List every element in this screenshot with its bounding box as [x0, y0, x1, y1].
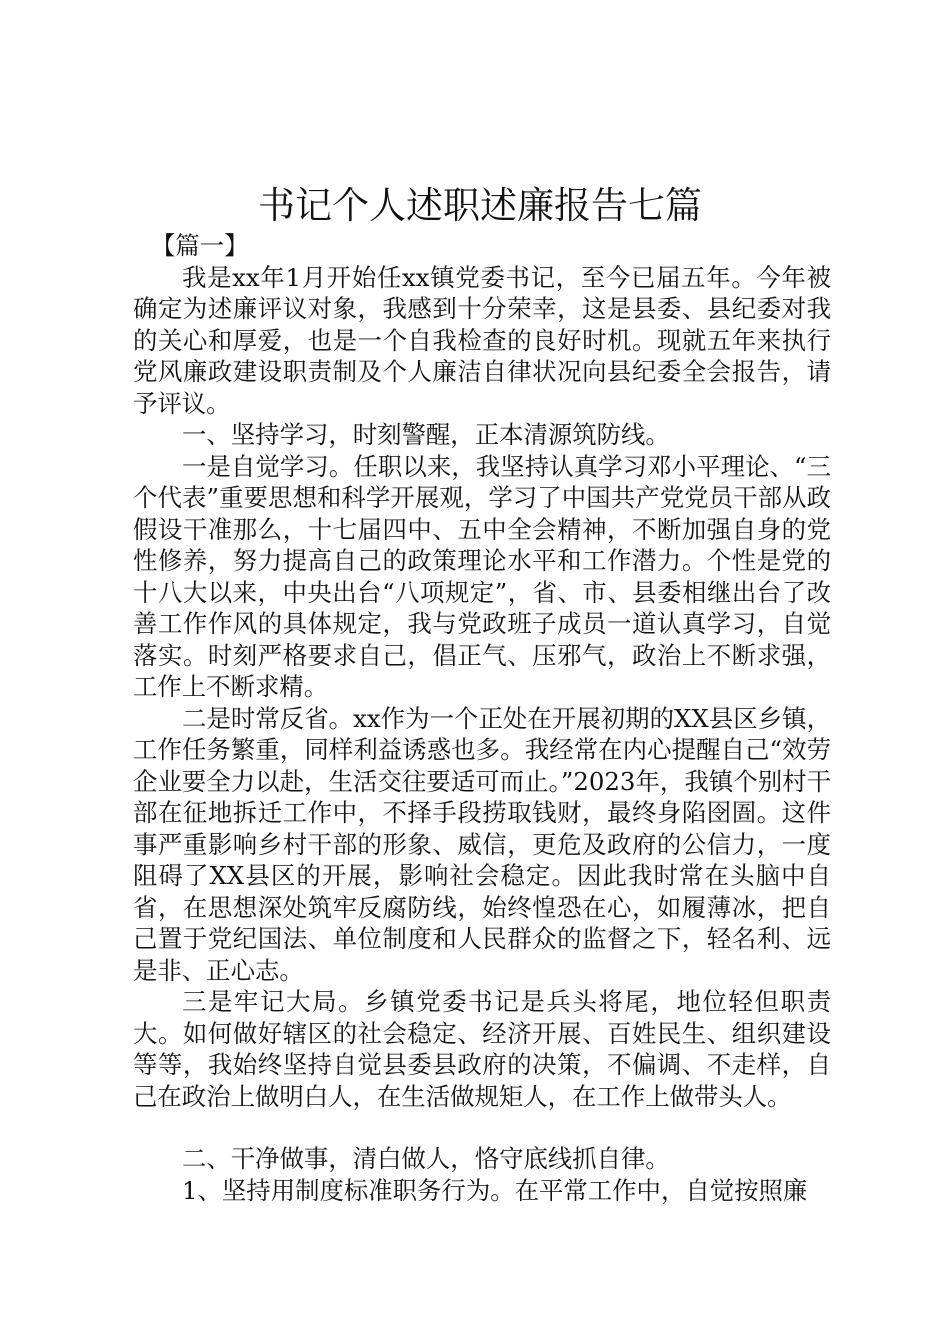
section-label: 【篇一】 [151, 231, 249, 260]
paragraph-reflection: 二是时常反省。xx作为一个正处在开展初期的XX县区乡镇，工作任务繁重，同样利益诱惑也多。我经常在内心提醒自己“效劳企业要全力以赴，生活交往要适可而止。”2023年，我镇个别村干部在征地拆迁工作中，不择手段捞取钱财，最终身陷囹圄。这件事严重影响乡村干部的形象、威信，更危及政府的公信力，一度阻碍了XX县区的开展，影响社会稳定。因此我时常在头脑中自省，在思想深处筑牢反腐防线，始终惶恐在心，如履薄冰，把自己置于党纪国法、单位制度和人民群众的监督之下，轻名利、远是非、正心志。 [133, 703, 831, 985]
document-body [133, 230, 831, 1206]
paragraph-intro: 我是xx年1月开始任xx镇党委书记，至今已届五年。今年被确定为述廉评议对象，我感到十分荣幸，这是县委、县纪委对我的关心和厚爱，也是一个自我检查的良好时机。现就五年来执行党风廉政建设职责制及个人廉洁自律状况向县纪委全会报告，请予评议。 [133, 262, 831, 418]
heading-section-one: 一、坚持学习，时刻警醒，正本清源筑防线。 [182, 420, 670, 449]
heading-section-two: 二、干净做事，清白做人，恪守底线抓自律。 [182, 1144, 670, 1173]
paragraph-rules: 1、坚持用制度标准职务行为。在平常工作中，自觉按照廉 [182, 1175, 808, 1205]
document-title: 书记个人述职述廉报告七篇 [258, 184, 702, 227]
paragraph-study: 一是自觉学习。任职以来，我坚持认真学习邓小平理论、“三个代表”重要思想和科学开展观，学习了中国共产党党员干部从政假设干准那么，十七届四中、五中全会精神，不断加强自身的党性修养，努力提高自己的政策理论水平和工作潜力。个性是党的十八大以来，中央出台“八项规定”，省、市、县委相继出台了改善工作作风的具体规定，我与党政班子成员一道认真学习，自觉落实。时刻严格要求自己，倡正气、压邪气，政治上不断求强，工作上不断求精。 [133, 451, 831, 701]
paragraph-overall: 三是牢记大局。乡镇党委书记是兵头将尾，地位轻但职责大。如何做好辖区的社会稳定、经济开展、百姓民生、组织建设等等，我始终坚持自觉县委县政府的决策，不偏调、不走样，自己在政治上做明白人，在生活做规矩人，在工作上做带头人。 [133, 987, 831, 1111]
